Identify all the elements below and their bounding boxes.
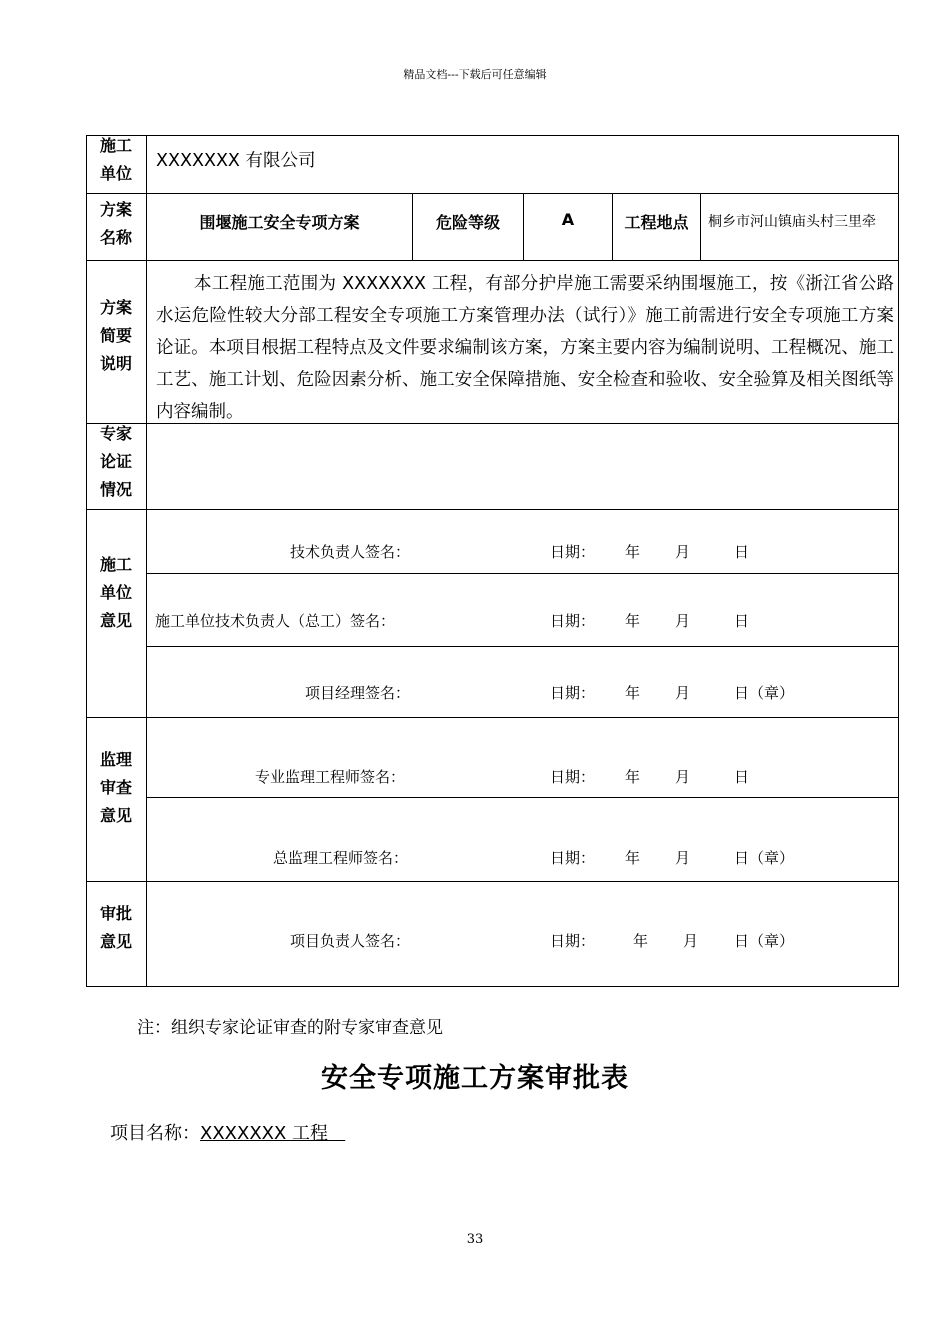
day-seal-label: 日（章）: [734, 849, 795, 867]
expert-label-line-1: 专家: [99, 424, 132, 443]
approval-label-line-1: 审批: [99, 904, 132, 923]
project-name-line: [110, 1119, 345, 1145]
expert-label: [87, 420, 145, 504]
unit-label: [87, 132, 145, 188]
day-label: 日: [734, 543, 750, 561]
tech-lead-signature-label: 技术负责人签名：: [290, 543, 411, 561]
project-manager-signature-label: 项目经理签名：: [305, 684, 411, 702]
contractor-label-line-2: 单位: [99, 583, 132, 602]
project-name-label: 项目名称：: [110, 1123, 200, 1144]
date-label: 日期：: [550, 684, 596, 702]
supervisor-label-line-1: 监理: [99, 750, 132, 769]
date-label: 日期：: [550, 612, 596, 630]
month-label: 月: [675, 612, 691, 630]
unit-label-line-2: 单位: [99, 164, 132, 183]
supervisor-label-line-2: 审查: [99, 778, 132, 797]
month-label: 月: [675, 684, 691, 702]
project-name-value: XXXXXXX 工程: [200, 1123, 329, 1144]
year-label: 年: [633, 932, 649, 950]
summary-label: [87, 294, 145, 378]
approval-opinion-label: [87, 900, 145, 956]
chief-supervisor-signature-label: 总监理工程师签名：: [273, 849, 409, 867]
summary-label-line-2: 简要: [99, 326, 132, 345]
risk-level-value: A: [561, 210, 575, 229]
supervisor-label-line-3: 意见: [99, 806, 132, 825]
year-label: 年: [625, 543, 641, 561]
month-label: 月: [675, 849, 691, 867]
site-value: 桐乡市河山镇庙头村三里牵: [708, 214, 876, 230]
footnote: 注：组织专家论证审查的附专家审查意见: [137, 1018, 443, 1038]
year-label: 年: [625, 612, 641, 630]
year-label: 年: [625, 849, 641, 867]
month-label: 月: [675, 768, 691, 786]
page-number: 33: [466, 1232, 484, 1247]
day-seal-label: 日（章）: [734, 932, 795, 950]
expert-label-line-3: 情况: [99, 480, 132, 499]
approval-label-line-2: 意见: [99, 932, 132, 951]
plan-label-line-1: 方案: [99, 200, 132, 219]
project-lead-signature-label: 项目负责人签名：: [290, 932, 411, 950]
page-header: 精品文档---下载后可任意编辑: [403, 68, 547, 81]
specialist-supervisor-signature-label: 专业监理工程师签名：: [255, 768, 406, 786]
plan-label-line-2: 名称: [99, 228, 132, 247]
year-label: 年: [625, 768, 641, 786]
month-label: 月: [675, 543, 691, 561]
month-label: 月: [683, 932, 699, 950]
date-label: 日期：: [550, 849, 596, 867]
contractor-label-line-3: 意见: [99, 611, 132, 630]
date-label: 日期：: [550, 932, 596, 950]
summary-label-line-1: 方案: [99, 298, 132, 317]
plan-label: [87, 196, 145, 252]
year-label: 年: [625, 684, 641, 702]
summary-text: 本工程施工范围为 XXXXXXX 工程，有部分护岸施工需要采纳围堰施工，按《浙江省公路水运危险性较大分部工程安全专项施工方案管理办法（试行）》施工前需进行安全专项施工方案论证。本项目根据工程特点及文件要求编制该方案，方案主要内容为编制说明、工程概况、施工工艺、施工计划、危险因素分析、施工安全保障措施、安全检查和验收、安全验算及相关图纸等内容编制。: [156, 274, 894, 422]
risk-level-label: 危险等级: [435, 213, 500, 232]
date-label: 日期：: [550, 543, 596, 561]
document-title: 安全专项施工方案审批表: [321, 1063, 629, 1094]
contractor-label-line-1: 施工: [99, 555, 132, 574]
day-seal-label: 日（章）: [734, 684, 795, 702]
day-label: 日: [734, 612, 750, 630]
expert-label-line-2: 论证: [99, 452, 132, 471]
unit-label-line-1: 施工: [99, 136, 132, 155]
plan-value: 围堰施工安全专项方案: [199, 213, 360, 232]
summary-label-line-3: 说明: [99, 354, 132, 373]
day-label: 日: [734, 768, 750, 786]
unit-value: XXXXXXX 有限公司: [156, 151, 316, 171]
chief-engineer-signature-label: 施工单位技术负责人（总工）签名：: [155, 612, 396, 630]
date-label: 日期：: [550, 768, 596, 786]
site-label: 工程地点: [624, 213, 689, 232]
supervisor-opinion-label: [87, 746, 145, 830]
contractor-opinion-label: [87, 551, 145, 635]
